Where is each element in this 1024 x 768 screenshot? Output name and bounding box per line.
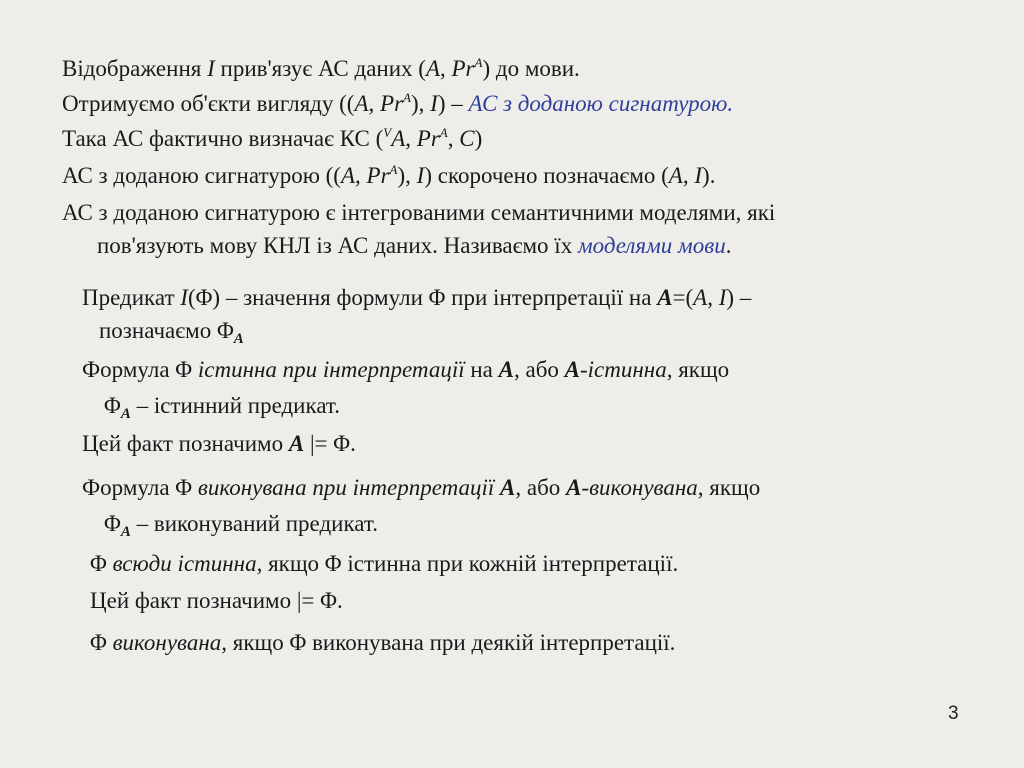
text-line-9 [82,356,729,384]
text-line-10 [104,392,340,420]
text: , [447,126,460,151]
text: Φ [104,393,121,418]
text: ) скорочено позначаємо ( [424,163,669,188]
text: , або [515,475,567,500]
text-line-2 [62,90,733,118]
symbol-a: A [668,163,683,188]
text: на [464,357,499,382]
subscript: A [120,524,131,540]
text: , [405,126,417,151]
symbol-a-bold: A [564,357,580,382]
text: ), [410,91,431,116]
text-line-8 [99,317,244,345]
symbol-a: A [391,126,406,151]
text: пов'язують мову КНЛ із АС даних. Називаємо їх [97,233,578,258]
subscript: A [233,331,244,347]
term-a-true: -істинна, [580,357,673,382]
superscript: V [383,125,392,140]
text: позначаємо Φ [99,318,234,343]
term-a-satisfiable: -виконувана [581,475,698,500]
superscript: A [403,90,411,105]
symbol-a-bold: A [566,475,582,500]
symbol-pr: Pr [451,56,475,81]
text: Відображення [62,56,208,81]
text: АС з доданою сигнатурою є інтегрованими семантичними моделями, які [62,200,776,225]
symbol-pr: Pr [380,91,404,116]
text: Φ [90,630,113,655]
symbol-pr: Pr [366,163,390,188]
text-line-16 [90,629,675,657]
text-line-3 [62,125,482,153]
text: Φ [104,511,121,536]
subscript: A [120,406,131,422]
term-satisfiable: виконувана, [112,630,228,655]
text: Формула Φ [82,475,198,500]
text: АС з доданою сигнатурою (( [62,163,341,188]
text: , [682,163,695,188]
symbol-i: I [416,163,425,188]
text: – виконуваний предикат. [130,511,378,536]
text: , або [513,357,565,382]
text: ), [397,163,417,188]
text-line-4 [62,162,715,190]
text: ) до мови. [482,56,580,81]
text: ). [702,163,716,188]
term-valid: всюди істинна, [112,551,263,576]
text: , [355,163,367,188]
text-line-14 [90,550,678,578]
text: (Φ) – значення формули Φ при інтерпретації на [187,285,658,310]
text: , [440,56,452,81]
text: якщо Φ виконувана при деякій інтерпретації. [227,630,676,655]
text-line-12 [82,474,760,502]
symbol-a: A [425,56,440,81]
text-line-11 [82,430,356,458]
term-language-models: моделями мови [577,233,726,258]
term-true-under-interpretation: істинна при інтерпретації [197,357,465,382]
text: прив'язує АС даних ( [214,56,426,81]
text: Отримуємо об'єкти вигляду (( [62,91,355,116]
text: Цей факт позначимо [82,431,289,456]
text-line-1 [62,55,580,83]
text-line-15 [90,587,343,615]
symbol-a: A [340,163,356,188]
symbol-pr: Pr [416,126,440,151]
text: ) [474,126,483,151]
text: , [368,91,381,116]
symbol-i: I [180,285,188,310]
symbol-i: I [718,285,727,310]
symbol-a-bold: A [500,475,516,500]
text-line-13 [104,510,378,538]
text: ) – [437,91,469,116]
symbol-i: I [207,56,215,81]
symbol-c: C [459,126,475,151]
text: Цей факт позначимо |= Φ. [90,588,343,613]
text: , [707,285,719,310]
text: Формула Φ [82,357,198,382]
symbol-a: A [354,91,369,116]
term-satisfiable-under-interpretation: виконувана при інтерпретації [197,475,495,500]
symbol-a: A [693,285,708,310]
symbol-i: I [694,163,703,188]
text: , якщо [697,475,761,500]
superscript: A [389,162,398,177]
text: ) – [726,285,752,310]
text: Така АС фактично визначає КС ( [62,126,384,151]
term-signature-as: АС з доданою сигнатурою. [468,91,734,116]
text: Φ [90,551,113,576]
text: якщо Φ істинна при кожній інтерпретації. [262,551,679,576]
text: |= Φ. [304,431,356,456]
text: . [725,233,732,258]
symbol-a-bold: A [288,431,305,456]
text-line-5 [62,199,775,227]
text: Предикат [82,285,181,310]
text-line-6 [97,232,731,260]
text: =( [672,285,694,310]
superscript: A [474,55,483,70]
superscript: A [439,125,448,140]
text: якщо [672,357,730,382]
symbol-i: I [430,91,438,116]
text-line-7 [82,284,751,312]
symbol-a-bold: A [657,285,673,310]
page-number: 3 [948,703,959,724]
symbol-a-bold: A [498,357,514,382]
text: – істинний предикат. [130,393,341,418]
